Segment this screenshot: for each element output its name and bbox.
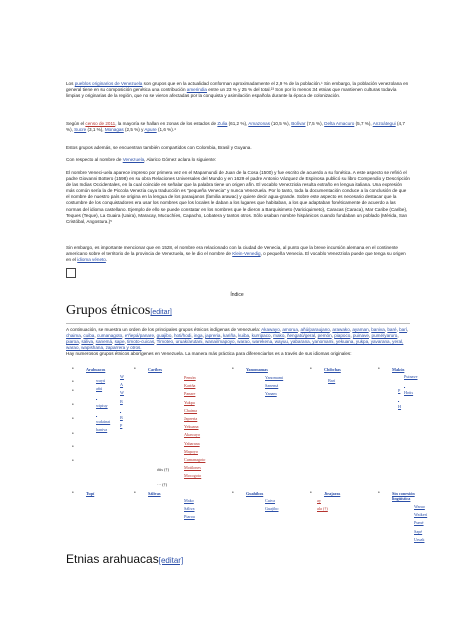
extinct-note: ótis (†) [157,467,169,472]
inline-link[interactable]: pumé/yaruro [371,333,398,339]
intro-paragraph-2 [66,121,410,133]
chibcha-languages [328,378,335,386]
text-run: , [279,327,283,332]
etnias-title-text: Etnias arahuacas [66,552,159,566]
bullet-marker: • [232,491,234,496]
bullet-marker: • [232,367,234,372]
family-member-item[interactable]: H [398,404,402,410]
inline-link[interactable]: Monagas [104,127,124,133]
family-member-item[interactable]: Sáliva [184,506,195,512]
text-run: (10,5 %), [270,121,292,126]
family-member-item[interactable]: Cumanagoto [184,456,206,462]
family-header[interactable]: Guahibos [246,491,264,496]
section-title-etnias [66,552,183,568]
family-member-item[interactable] [96,394,110,399]
inline-link[interactable]: mako [273,333,285,339]
family-member-item[interactable]: A [120,382,124,388]
text-run: , [191,333,194,339]
inline-link[interactable]: arawako [332,327,350,332]
family-member-item[interactable]: Mocogoto [184,473,202,479]
intro-paragraph-4 [66,157,410,163]
grupos-paragraph-2: Hay numerosos grupos étnicos aborígenes en Venezuela. La manera más práctica para diferenciarlos es a través de sus idiomas originales: [66,351,352,356]
family-member-item[interactable]: Uruak [414,536,425,542]
family-member-item[interactable]: Pumé [414,520,424,526]
text-run: (4,7 %), [66,121,405,133]
inline-link[interactable]: cuiba [83,333,95,339]
family-header[interactable]: Caribes [148,367,162,372]
broken-image-icon[interactable] [66,268,76,278]
inline-link[interactable]: kurripaco [251,333,271,339]
family-header[interactable]: Jirajaras [324,491,341,496]
family-member-item[interactable]: Motilones [184,465,201,471]
inline-link[interactable]: guajibo [156,333,172,339]
text-run: , [202,333,206,339]
inline-link[interactable]: baniva [371,327,385,332]
inline-link[interactable]: japreria [205,333,221,339]
inline-link[interactable]: sanemá [95,339,112,345]
family-member-item[interactable]: B [120,414,123,420]
bullet-marker: • [72,403,74,408]
family-header[interactable]: Arahuacos [86,367,106,372]
bullet-marker: • [134,491,136,496]
family-member-item[interactable]: Yanomami [265,375,284,380]
family-member-item[interactable]: W [120,390,124,396]
inline-link[interactable]: Klein-Venedig [232,251,261,257]
bullet-marker: • [72,417,74,422]
inline-link[interactable]: Zulia [217,121,228,126]
family-member-item[interactable]: ala (†) [317,506,328,512]
inline-link[interactable]: ñengatú/geral [286,333,316,339]
jirajara-languages [317,498,328,514]
family-member-item[interactable]: ay [317,498,321,503]
text-run: , [112,339,115,345]
inline-link[interactable]: Delta Amacuro [324,121,355,126]
family-header[interactable]: Sálivas [148,491,161,496]
family-member-item[interactable]: Yanam [265,391,277,397]
inline-link[interactable]: e'ñepá/panare [124,333,155,339]
edit-link-grupos[interactable]: [editar] [150,309,172,316]
bullet-marker: • [134,367,136,372]
family-member-item[interactable]: Warao [414,504,425,509]
family-header[interactable]: Chibchas [324,367,341,372]
inline-link[interactable]: baré [387,327,397,332]
inline-link[interactable]: piaroa [66,339,79,345]
family-member-item[interactable]: Barí [328,378,336,383]
bullet-marker: • [72,445,74,450]
bullet-marker: • [310,367,312,372]
inline-link[interactable]: sape [114,339,125,345]
text-run: , [171,333,174,339]
inline-link[interactable]: sáliva [81,339,94,345]
arahuaco-languages [96,378,110,435]
text-run: (2,5 %) y [123,127,145,133]
family-member-item[interactable]: Sapé [414,528,423,534]
family-header[interactable]: Makús [392,367,405,372]
text-run: , [284,333,287,339]
bullet-marker: • [72,491,74,496]
inline-link[interactable]: cumanagoto [96,333,123,339]
inline-link[interactable]: Timoteo, uruak/arutani, wanai/mapoyo, warao, warekena, wayuu, yabarana, yanomami, yekuana, yukpa, yavarana, yeral, warao, wapishana, zaparrera y otros. [66,339,404,351]
family-member-item[interactable]: Pemón [184,375,196,380]
inline-link[interactable]: pueblos originarios de Venezuela [74,81,143,86]
family-member-item[interactable]: Yekuana [184,424,199,430]
bullet-marker: • [310,491,312,496]
family-member-item[interactable]: añú [96,386,103,392]
text-run: , [249,333,252,339]
family-member-item[interactable]: wayú [96,378,106,383]
family-header[interactable]: Tupí [86,491,95,496]
family-member-item[interactable]: wakúnai [96,418,111,424]
text-run: , [122,333,125,339]
family-member-item[interactable] [398,396,401,401]
bullet-marker: • [378,367,380,372]
text-run: , [384,327,388,332]
text-run: , [297,327,301,332]
family-member-item[interactable]: Kariña [184,383,196,389]
text-run: Según el [66,121,86,126]
text-run: , [80,333,84,339]
family-member-item[interactable]: Akawayo [184,432,201,438]
family-member-item[interactable]: Puinave [404,374,418,379]
family-member-item[interactable]: wipiuy [96,402,108,408]
bullet-marker: • [72,432,74,437]
bullet-marker: • [72,380,74,385]
text-run: . [105,257,108,263]
inline-link[interactable]: añú/paraujano [300,327,330,332]
caribe-languages [184,375,205,481]
family-member-item[interactable]: P [398,388,401,393]
text-run: (7,5 %), [305,121,325,126]
bullet-marker: • [378,491,380,496]
table-of-contents-label[interactable]: Índice [230,292,244,298]
family-member-item[interactable]: Yabarana [184,440,200,446]
inline-link[interactable]: Sucre [74,127,87,133]
text-run: , [93,339,96,345]
guahibo-languages [265,498,279,514]
inline-link[interactable]: barí [399,327,408,332]
text-run: entre un 23 % y 25 % del total.²³ Son por lo menos 34 etnias que mantienen culturas todavía limpias y originarias de la región, que no se vieron afectadas por la conquista y asimilación española durante la época de colonización. [66,87,397,99]
text-run: , [407,327,409,332]
inline-link[interactable]: timoto-cuicas [127,339,155,345]
family-member-item[interactable]: W [120,374,124,379]
text-run: Los [66,81,75,86]
grupos-paragraph [66,327,410,351]
inline-link[interactable]: pemón [317,333,332,339]
family-member-item[interactable]: Piaroa [184,514,195,520]
inline-link[interactable]: kuiba [238,333,250,339]
grupos-title-text: Grupos étnicos [66,303,151,318]
bullet-marker: • [72,367,74,372]
text-run: , [94,333,97,339]
family-member-item[interactable] [120,407,124,412]
inline-link[interactable]: Akawayo [261,327,280,332]
text-run: , o pequeña Venecia. El vocablo Venezziola puede que tenga su origen en el [66,251,406,263]
text-run: , [220,333,224,339]
family-member-item[interactable]: baniva [96,427,108,433]
text-run: , [368,333,372,339]
text-run: son grupos que en la actualidad conforman aproximadamente el 2,9 % de la población.¹ Sin embargo, la población venezolana en general tiene en su composición genética una contribución [66,81,409,93]
family-member-item[interactable]: Mako [184,498,194,503]
inline-link[interactable]: Venezuela [122,157,145,162]
text-run: , [235,333,239,339]
unclassified-languages [414,504,427,545]
inline-link[interactable]: puinave [352,333,369,339]
text-run: , [396,327,400,332]
family-member-item[interactable]: Japreria [184,415,198,421]
family-member-item[interactable]: B [120,398,123,404]
family-member-item[interactable]: Mapoyo [184,448,198,454]
edit-link-etnias[interactable]: [editar] [158,556,184,565]
text-run: , [270,333,274,339]
inline-link[interactable]: chaima [66,333,81,339]
family-member-item[interactable]: Cuiva [265,498,276,503]
family-member-item[interactable]: Hotis [404,390,414,396]
bullet-marker: • [72,459,74,464]
text-run: , la mayoría se hallan en zonas de los estados de [115,121,218,126]
saliva-languages [184,498,195,523]
text-run: , [329,327,333,332]
extinct-note: ··· (†) [157,482,168,487]
inline-link[interactable]: amerindia [186,87,207,93]
bullet-marker: • [72,389,74,394]
text-run: (3,1 %), [86,127,105,133]
language-families-table [62,364,428,548]
family-member-item[interactable]: Guajibo [265,506,279,512]
inline-link[interactable]: Apure [144,127,157,133]
family-member-item[interactable]: Panare [184,391,196,397]
intro-paragraph-3: Estos grupos además, se encuentran también compartidos con Colombia, Brasil y Guyana. [66,145,252,150]
section-title-grupos [66,303,410,324]
family-header[interactable]: Sin conexión lingüística [392,491,415,501]
text-run: , [368,327,372,332]
text-run: (61,2 %), [227,121,249,126]
makus-initials [398,388,401,413]
arahuaco-initials [120,374,124,431]
text-run: Sin embargo, es importante mencionar que en 1528, el nombre era relacionado con la ciudad de Venecia, al punto que la breve incursión alemana en el continente americano sobre el territorio de la provincia de Venezuela, se le dio el nombre de [66,245,398,257]
text-run: Con respecto al nombre de [66,157,123,162]
quote-paragraph: El nombre Veneci-uela aparece impreso por primera vez en el Mapamundi de Juan de la Cosa (1500) y fue escrito de acuerdo a su fonética. A este aspecto se refirió el padre Giovanni Bottero (1598) en su obra Relaciones Universales del Mundo y en 1629 el padre Antonio Vázquez de Espinosa publicó su libro Compendio y Descripción de las Indias Occidentales, en la cual coincide en señalar que la palabra tiene un origen afín. El vocablo Venezziola resulta extraño en lengua italiana. Una expresión más común sería la de Piccola Venezia cuya traducción es "pequeña Venecia" y nunca Venezuela. Por lo tanto, toda la documentación conduce a la conclusión de que el nombre de nuestro país se origina en la lengua de los paraujanos (familia arawac) y quiere decir agua-grande. Sobre este aspecto es necesario destacar que la costumbre de los conquistadores era usar los nombres que los locales le daban a los lugares que habitaban, a los que adaptaban fonéticamente de acuerdo a las normas del idioma castellano. Ejemplo de ello se puede constatar en los nombres que le dieron a Barquisimeto (Variciquimeto), Caracas (Caraca), Mar Caribe (Caribe), Teques (Teque), La Guaira (Uaira), Maracay, Mucuchíes, Capacho, Lobatera y tantos otros. Sólo usaban nombre hispánicos cuando fundaban un poblado (Mérida, San Cristóbal, Angostura.)⁵ [66,170,410,224]
inline-link[interactable]: idioma véneto [77,257,106,263]
inline-link[interactable]: amorua [282,327,298,332]
inline-link-missing[interactable]: censo de 2011 [85,121,116,126]
intro-paragraph-1 [66,81,410,99]
text-run: (1,6 %).⁴ [156,127,177,133]
makus-languages [404,374,418,399]
inline-link[interactable]: Bolívar [291,121,306,126]
text-run: , [154,339,157,345]
text-run: (5,7 %), [354,121,373,126]
inline-link[interactable]: piapoco [334,333,351,339]
family-member-item[interactable]: P [120,423,123,429]
text-run: , [154,333,157,339]
inline-link[interactable]: Anzoátegui [372,121,396,126]
family-member-item[interactable] [96,411,110,416]
text-run: , [349,327,353,332]
inline-link[interactable]: Amazonas [248,121,271,126]
family-member-item[interactable]: Chaima [184,407,198,413]
intro-paragraph-6 [66,245,410,263]
yanomama-languages [265,375,283,400]
family-member-item[interactable]: Waikerí [414,512,428,518]
text-run: , [124,339,128,345]
inline-link[interactable]: inga [193,333,203,339]
family-header[interactable]: Yanomamas [246,367,268,372]
family-member-item[interactable] [404,382,418,387]
text-run: , [350,333,353,339]
inline-link[interactable]: kariña [223,333,236,339]
text-run: , Alarico Gómez aclara lo siguiente: [144,157,217,162]
text-run: , [315,333,318,339]
inline-link[interactable]: hoti/hodi [173,333,192,339]
text-run: , [331,333,335,339]
text-run: , [397,333,399,339]
family-member-item[interactable]: Sanemá [265,383,279,389]
text-run: A continuación, se muestra un orden de los principales grupos étnicos indígenas de Venezuela: [66,327,262,332]
text-run: , [78,339,82,345]
family-member-item[interactable]: Yukpa [184,399,195,405]
inline-link[interactable]: ayaman [352,327,369,332]
